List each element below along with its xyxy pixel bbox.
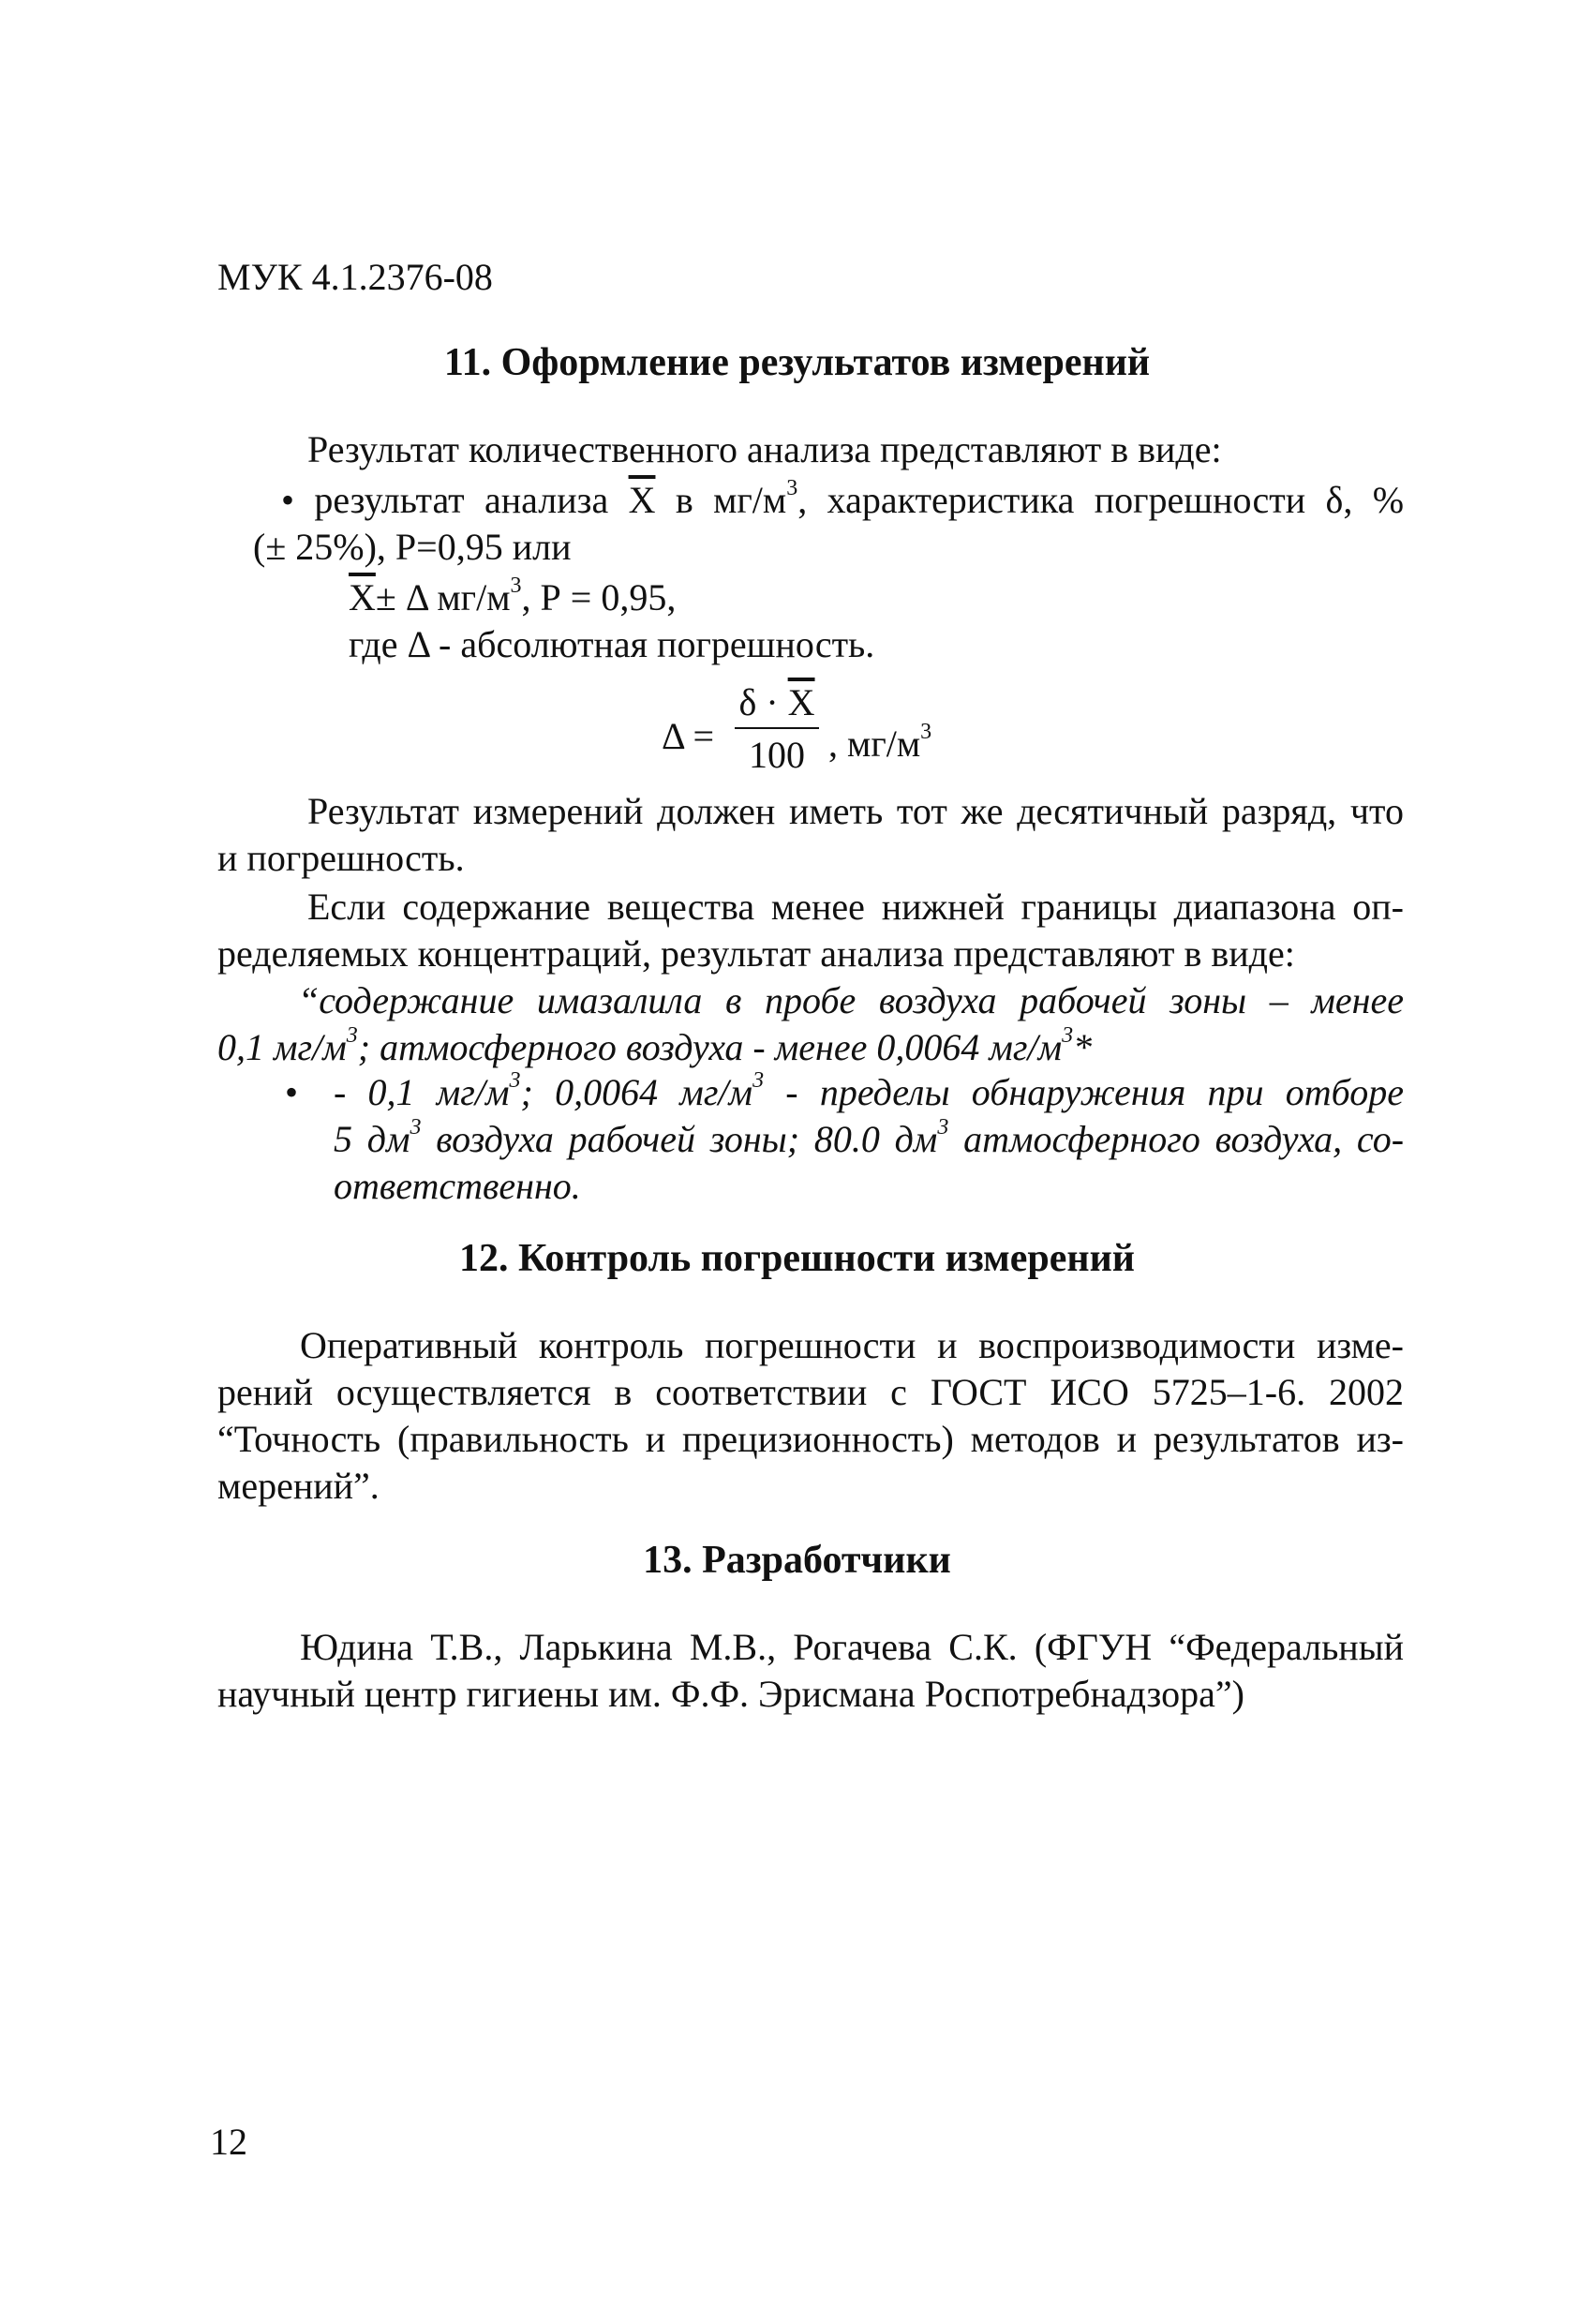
- lower-limit-line-2: ределяемых концентраций, результат анализа представляют в виде:: [217, 932, 1295, 975]
- x-mean-symbol: $\overline{X}$: [628, 479, 656, 521]
- formula-unit: , $мг/м^3$: [828, 719, 932, 765]
- lower-limit-line-1: Если содержание вещества менее нижней границы диапазона оп-: [307, 886, 1404, 928]
- formula-denominator: 100: [749, 734, 805, 776]
- delta-definition: где Δ - абсолютная погрешность.: [349, 623, 875, 665]
- control-line-3: “Точность (правильность и прецизионность) методов и результатов из-: [217, 1418, 1404, 1460]
- page-number: 12: [210, 2121, 247, 2163]
- doc-code: МУК 4.1.2376-08: [217, 256, 493, 298]
- quote-line-2: 0,1 $мг/м^3$; атмосферного воздуха - менее 0,0064 $мг/м^3*$: [217, 1022, 1093, 1068]
- developers-line-2: научный центр гигиены им. Ф.Ф. Эрисмана Роспотребнадзора”): [217, 1673, 1244, 1715]
- quote-line-1: “содержание имазалила в пробе воздуха рабочей зоны – менее: [298, 979, 1404, 1021]
- formula-lhs: Δ =: [662, 715, 715, 757]
- control-line-2: рений осуществляется в соответствии с ГОСТ ИСО 5725–1-6. 2002: [217, 1371, 1404, 1413]
- control-line-1: Оперативный контроль погрешности и воспроизводимости изме-: [300, 1324, 1404, 1366]
- x-plus-minus-delta: $\overline{X}\pm \Delta$ $мг/м^3$, Р = 0,95,: [349, 573, 677, 618]
- note-line-3: ответственно.: [334, 1165, 581, 1207]
- fraction-bar: [735, 727, 819, 729]
- note-line-2: 5 $дм^3$ воздуха рабочей зоны; 80.0 $дм^3$ атмосферного воздуха, со-: [334, 1114, 1405, 1160]
- formula-fraction: [735, 680, 819, 783]
- section-11-title: 11. Оформление результатов измерений: [443, 341, 1151, 384]
- bullet-result: • результат анализа $\overline{X}$ в $мг/м^3$, характеристика погрешности δ, %: [281, 475, 1405, 521]
- developers-line-1: Юдина Т.В., Ларькина М.В., Рогачева С.К. (ФГУН “Федеральный: [300, 1626, 1404, 1668]
- control-line-4: мерений”.: [217, 1465, 380, 1507]
- note-line-1: - 0,1 $мг/м^3$; 0,0064 $мг/м^3$ - пределы обнаружения при отборе: [334, 1067, 1405, 1113]
- result-intro: Результат количественного анализа представляют в виде:: [307, 428, 1222, 470]
- section-12-title: 12. Контроль погрешности измерений: [458, 1237, 1135, 1280]
- note-bullet: •: [285, 1071, 299, 1113]
- decimal-rule-line-2: и погрешность.: [217, 837, 465, 879]
- bullet-result-continued: (± 25%), Р=0,95 или: [253, 526, 572, 568]
- decimal-rule-line-1: Результат измерений должен иметь тот же десятичный разряд, что: [307, 790, 1404, 832]
- formula-numerator: $\delta \cdot \overline{X}$: [738, 681, 815, 723]
- section-13-title: 13. Разработчики: [643, 1539, 951, 1582]
